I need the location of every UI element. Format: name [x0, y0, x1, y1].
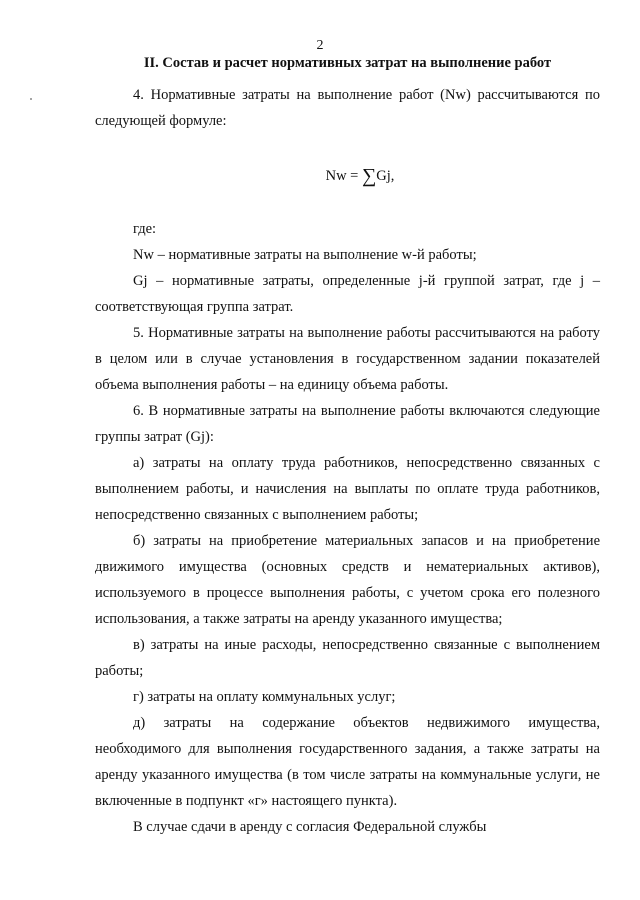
where-label: где:	[133, 221, 157, 237]
item-v: в) затраты на иные расходы, непосредственно связанные с выполнением работы;	[95, 637, 600, 679]
definition-nw: Nw – нормативные затраты на выполнение w-й работы;	[133, 247, 477, 263]
formula	[0, 165, 640, 188]
paragraph-4-block	[95, 82, 600, 134]
paragraph-5: 5. Нормативные затраты на выполнение работы рассчитываются на работу в целом или в случае установления в государственном задании показателей объема выполнения работы – на единицу объема работы.	[95, 325, 600, 393]
sum-symbol: ∑	[361, 165, 377, 187]
definitions-block	[95, 216, 600, 320]
paragraph-6: 6. В нормативные затраты на выполнение работы включаются следующие группы затрат (Gj):	[95, 403, 600, 445]
paragraph-4: 4. Нормативные затраты на выполнение работ (Nw) рассчитываются по следующей формуле:	[95, 87, 600, 129]
paragraph-last: В случае сдачи в аренду с согласия Федеральной службы	[133, 819, 487, 835]
paragraphs-block	[95, 320, 600, 398]
paragraph-6-block	[95, 398, 600, 840]
definition-gj: Gj – нормативные затраты, определенные j-й группой затрат, где j – соответствующая группа затрат.	[95, 273, 600, 315]
formula-lhs: Nw =	[325, 168, 359, 184]
page-number: 2	[316, 38, 324, 53]
scan-speck	[30, 98, 32, 100]
section-title: II. Состав и расчет нормативных затрат на выполнение работ	[143, 55, 552, 71]
item-g: г) затраты на оплату коммунальных услуг;	[133, 689, 396, 705]
item-d: д) затраты на содержание объектов недвижимого имущества, необходимого для выполнения государственного задания, а также затраты на аренду указанного имущества (в том числе затраты на коммунальные услуги, не включенные в подпункт «г» настоящего пункта).	[95, 715, 600, 809]
item-a: а) затраты на оплату труда работников, непосредственно связанных с выполнением работы, и начисления на выплаты по оплате труда работников, непосредственно связанных с выполнением работы;	[95, 455, 600, 523]
formula-rhs: Gj,	[376, 168, 395, 184]
item-b: б) затраты на приобретение материальных запасов и на приобретение движимого имущества (основных средств и нематериальных активов), используемого в процессе выполнения работы, с учетом срока его полезного использования, а также затраты на аренду указанного имущества;	[95, 533, 600, 627]
